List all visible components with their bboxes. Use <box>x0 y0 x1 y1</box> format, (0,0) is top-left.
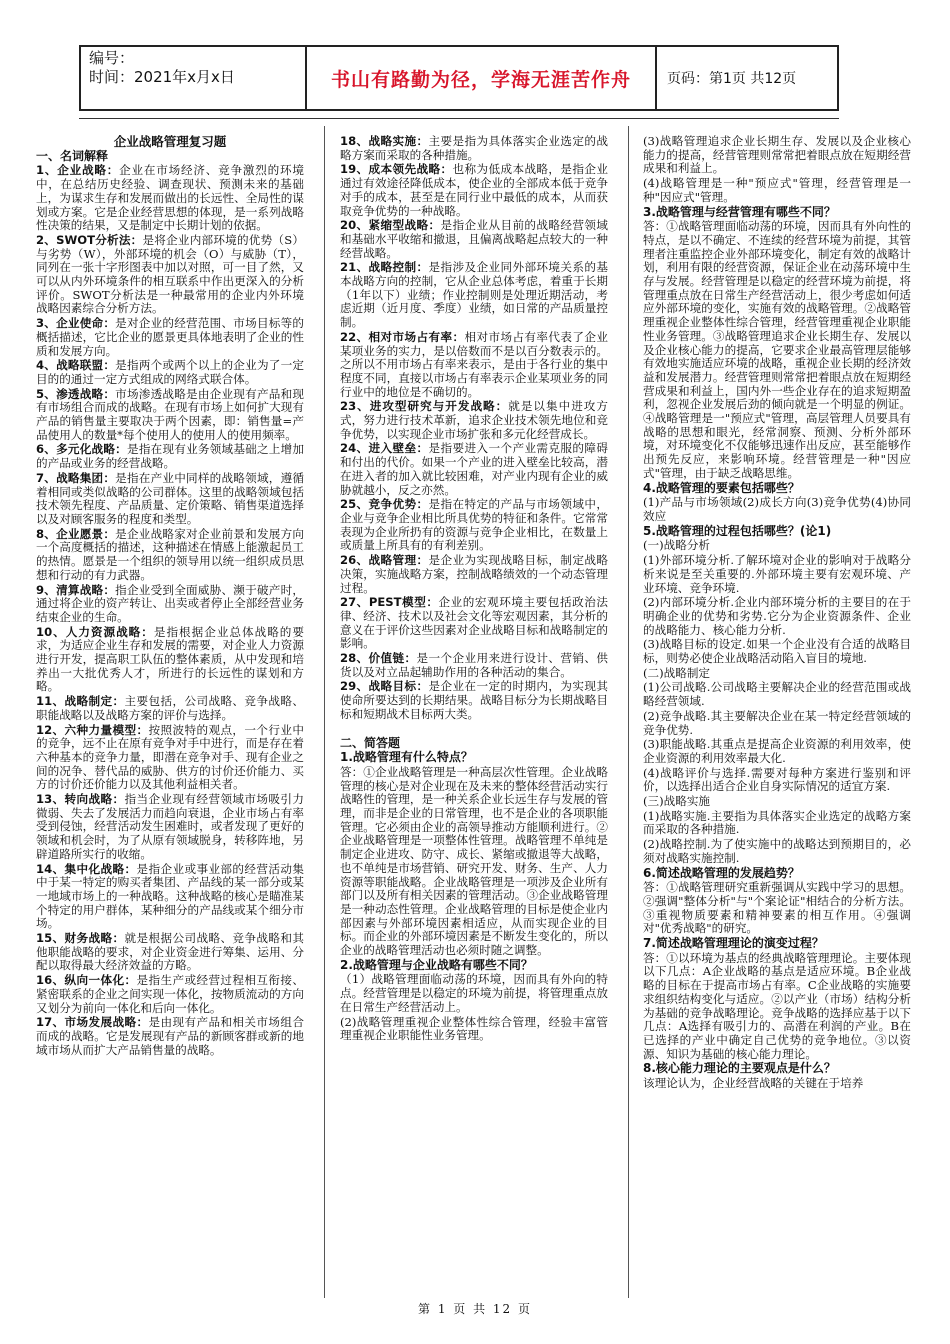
document-title: 企业战略管理复习题 <box>113 135 227 149</box>
term-name: 24、进入壁垒： <box>340 441 429 456</box>
header-motto: 书山有路勤为径，学海无涯苦作舟 <box>307 45 657 111</box>
term-name: 25、竞争优势： <box>340 497 429 512</box>
term-entry <box>340 163 608 218</box>
term-entry <box>36 528 304 583</box>
term-name: 15、财务战略： <box>36 931 125 946</box>
column-1 <box>36 135 304 1290</box>
term-name: 13、转向战略： <box>36 792 125 807</box>
term-entry <box>36 932 304 973</box>
term-entry <box>36 443 304 470</box>
term-entry <box>36 234 304 316</box>
term-name: 17、市场发展战略： <box>36 1015 149 1030</box>
column-divider <box>628 126 629 1298</box>
answer: 答：①战略管理研究重新强调从实践中学习的思想。②强调"整体分析"与"个案论证"相结合的分析方法。③重视物质要素和精神要素的相互作用。④强调对"优秀战略"的研究。 <box>643 880 911 936</box>
answer-subheading: (一)战略分析 <box>643 538 711 553</box>
term-entry <box>340 219 608 260</box>
term-entry <box>340 261 608 330</box>
term-definition: 也称为低成本战略，是指企业通过有效途径降低成本，使企业的全部成本低于竞争对手的成本，甚至是在同行业中最低的成本，从而获取竞争优势的一种战略。 <box>340 162 608 218</box>
answer: （1）战略管理面临动荡的环境，因而具有外向的特点。经营管理是以稳定的环境为前提，将管理重点放在日常生产经营活动上。 <box>340 972 608 1014</box>
answer: 该理论认为，企业经营战略的关键在于培养 <box>643 1076 864 1091</box>
term-entry <box>340 680 608 721</box>
term-definition: 是一个企业用来进行设计、营销、供货以及对立品起辅助作用的各种活动的集合。 <box>340 651 608 679</box>
term-definition: 是指在特定的产品与市场领域中，企业与竞争企业相比所具优势的特征和条件。它常常表现为企业所扔有的资源与竞争企业相比，在数量上或质量上所具有的有利差别。 <box>340 497 608 553</box>
question: 4.战略管理的要素包括哪些？ <box>643 480 800 495</box>
term-entry <box>36 626 304 695</box>
term-name: 7、战略集团： <box>36 470 116 485</box>
term-name: 19、成本领先战略： <box>340 162 453 177</box>
question: 3.战略管理与经营管理有哪些不同？ <box>643 204 836 219</box>
answer: (1)战略实施.主要指为具体落实企业选定的战略方案而采取的各种措施. <box>643 808 911 837</box>
answer: (3)战略目标的设定.如果一个企业没有合适的战略目标，则势必使企业战略活动陷入盲目的境地. <box>643 637 911 666</box>
term-definition: 主要是指为具体落实企业选定的战略方案而采取的各种措施。 <box>340 135 608 162</box>
answer: (3)战略管理追求企业长期生存、发展以及企业核心能力的提高，经营管理则常常把着眼点放在短期经营成果和利益上。 <box>643 135 911 176</box>
section-heading: 二、简答题 <box>340 735 401 750</box>
term-definition: 是指在产业中同样的战略领域，遵循着相同或类似战略的公司群体。这里的战略领域包括技术领先程度、产品质量、定价策略、销售渠道选择以及对顾客服务的程度和类型。 <box>36 470 304 526</box>
answer: (2)战略控制.为了使实施中的战略达到预期目的，必须对战略实施控制. <box>643 837 911 865</box>
term-definition: 是指生产或经营过程相互衔接、紧密联系的企业之间实现一体化，按物质流动的方向又划分为前向一体化和后向一体化。 <box>36 973 304 1015</box>
answer: (1)产品与市场领域(2)成长方向(3)竞争优势(4)协同效应 <box>643 495 911 523</box>
term-name: 27、PEST模型： <box>340 595 439 610</box>
answer: (4)战略评价与选择.需要对每种方案进行鉴别和评价，以选择出适合企业自身实际情况的适宜方案. <box>643 765 911 794</box>
term-definition: 就是根据公司战略、竞争战略和其他职能战略的要求，对企业资金进行筹集、运用、分配以取得最大经济效益的方略。 <box>36 931 304 973</box>
term-name: 10、人力资源战略： <box>36 624 154 639</box>
term-definition: 按照波特的观点，一个行业中的竞争，远不止在原有竞争对手中进行，而是存在着六种基本的竞争力量，即潜在竞争对手、现有企业之间的况争、替代品的威胁、供方的讨价还价能力、买方的讨价还价能力以及其他利益相关者。 <box>36 722 304 792</box>
term-entry <box>340 331 608 400</box>
term-name: 23、进攻型研究与开发战略： <box>340 399 509 414</box>
answer: 答：①战略管理面临动荡的环境，因而具有外向性的特点，是以不确定、不连续的经营环境为前提，其管理者注重监控企业外部环境变化，制定有效的战略计划，利用有限的经营资源，保证企业在动荡环境中生存与发展。经营管理是以稳定的经营环境为前提，将管理重点放在日常生产经营活动上，很少考虑如何适应外部环境的变化，实施有效的战略管理。②战略管理重视企业整体性综合管理，经营管理重视企业职能性业务管理。③战略管理追求企业长期生存、发展以及企业核心能力的提高，它要求企业最高管理层能够有效地实施适应环境的战略，重视企业长期的经济效益和发展潜力。经营管理则常常把着眼点放在短期经营成果和利益上，国内外一些企业存在的追求短期盈利，忽视企业发展后劲的倾向就是一个明显的例证。④战略管理是一"预应式"管理，高层管理人员要具有战略的思想和眼光，经常洞察、预测、分析外部环境，对环境变化不仅能够迅速作出反应，甚至能够作出预先反应，来影响环境。经营管理是一种"因应式"管理，由于缺乏战略思维。 <box>643 219 911 480</box>
term-entry <box>340 400 608 441</box>
answer: (1)公司战略.公司战略主要解决企业的经营范围或战略经营领域. <box>643 680 911 709</box>
term-entry <box>340 498 608 553</box>
term-entry <box>36 724 304 793</box>
term-definition: 是指要进入一个产业需克服的障碍和付出的代价。如果一个产业的进入壁垒比较高，潜在进入者的加入就比较困难，对产业内现有企业的威胁就越小，反之亦然。 <box>340 441 608 497</box>
term-definition: 是企业战略家对企业前景和发展方向一个高度概括的描述，这种描述在情感上能激起员工的热情。愿景是一个组织的领导用以统一组织成员思想和行动的有力武器。 <box>36 526 304 582</box>
term-entry <box>36 164 304 233</box>
term-entry <box>340 135 608 162</box>
answer: (3)职能战略.其重点是提高企业资源的利用效率，使企业资源的利用效率最大化. <box>643 737 911 765</box>
term-entry <box>36 863 304 932</box>
term-entry <box>36 1016 304 1057</box>
term-entry <box>36 793 304 862</box>
term-definition: 是企业为实现战略目标，制定战略决策，实施战略方案，控制战略绩效的一个动态管理过程。 <box>340 553 608 595</box>
term-definition: 是对企业的经营范围、市场目标等的概括描述，它比企业的愿景更具体地表明了企业的性质和发展方向。 <box>36 316 304 358</box>
term-name: 26、战略管理： <box>340 553 429 568</box>
header-page-number: 页码：第1页 共12页 <box>657 45 839 111</box>
column-3 <box>643 135 911 1290</box>
term-definition: 指当企业现有经营领域市场吸引力微弱、失去了发展活力而趋向衰退，企业市场占有率受到侵蚀，经营活动发生困难时，或者发现了更好的领域和机会时，为了从原有领域脱身，转移阵地，另辟道路所实行的收缩。 <box>36 792 304 861</box>
term-definition: 是指企业从目前的战略经营领域和基础水平收缩和撤退，且偏离战略起点较大的一种经营战略。 <box>340 218 608 260</box>
answer-subheading: (三)战略实施 <box>643 794 711 809</box>
page-footer: 第 1 页 共 12 页 <box>418 1302 532 1316</box>
column-2 <box>340 135 608 1290</box>
question: 1.战略管理有什么特点？ <box>340 750 473 765</box>
answer: 答：①以环境为基点的经典战略管理理论。主要体现以下几点：A企业战略的基点是适应环境。B企业战略的目标在于提高市场占有率。C企业战略的实施要求组织结构变化与适应。②以产业（市场）结构分析为基础的竞争战略理论。竞争战略的选择应基于以下几点：A选择有吸引力的、高潜在利润的产业。B在已选择的产业中确定自己优势的竞争地位。③以资源、知识为基础的核心能力理论。 <box>643 950 911 1061</box>
page-header <box>79 45 839 111</box>
question: 6.简述战略管理的发展趋势？ <box>643 865 800 880</box>
document-time: 时间：2021年x月x日 <box>89 68 235 86</box>
term-name: 3、企业使命： <box>36 316 116 331</box>
term-entry <box>340 442 608 497</box>
term-name: 2、SWOT分析法： <box>36 232 143 247</box>
answer: (4)战略管理是一种"预应式"管理，经营管理是一种"因应式"管理。 <box>643 176 911 204</box>
term-definition: 相对市场占有率代表了企业某项业务的实力，是以倍数而不是以百分数表示的。之所以不用市场占有率来表示，是由于各行业的集中程度不同，直接以市场占有率表示企业某项业务的同行业中的地位是不确切的。 <box>340 329 608 399</box>
term-name: 18、战略实施： <box>340 135 429 148</box>
term-definition: 是指涉及企业同外部环境关系的基本战略方向的控制，它从企业总体考虑，着重于长期（1年以下）业绩；作业控制则是处理近期活动，考虑近期（近月度、季度）业绩，如日常的产品质量控制。 <box>340 260 608 330</box>
term-definition: 是企业在一定的时期内，为实现其使命所要达到的长期结果。战略目标分为长期战略目标和短期战术目标两大类。 <box>340 679 608 721</box>
header-divider <box>79 118 839 119</box>
answer: (2)战略管理重视企业整体性综合管理，经验丰富管理重视企业职能性业务管理。 <box>340 1014 608 1043</box>
answer: 答：①企业战略管理是一种高层次性管理。企业战略管理的核心是对企业现在及未来的整体经营活动实行战略性的管理，是一种关系企业长远生存与发展的管理，而非是企业的日常管理，也不是企业的各项职能管理。它必须由企业的高领导推动方能顺利进行。②企业战略管理是一项整体性管理。战略管理不单纯是制定企业进攻、防守、成长、紧缩或撤退等大战略，也不单纯是市场营销、研究开发、财务、生产、人力资源等职能战略。企业战略管理是一项涉及企业所有部门以及所有相关因素的管理活动。③企业战略管理是一种动态性管理。企业战略管理的目标是使企业内部因素与外部环境因素相适应，从而实现企业的目标。而企业的外部环境因素是不断发生变化的，所以企业的战略管理活动也必须时随之调整。 <box>340 764 608 958</box>
answer: (2)竞争战略.其主要解决企业在某一特定经营领域的竞争优势. <box>643 708 911 737</box>
term-entry <box>36 974 304 1015</box>
term-definition: 企业的宏观环境主要包括政治法律、经济、技术以及社会文化等宏观因素，其分析的意义在于评价这些因素对企业战略目标和战略制定的影响。 <box>340 595 608 651</box>
term-entry <box>36 359 304 386</box>
term-definition: 指企业受到全面威胁、濒于破产时，通过将企业的资产转让、出卖或者停止全部经营业务结束企业的生命。 <box>36 582 304 624</box>
term-entry <box>36 388 304 443</box>
term-entry <box>36 695 304 722</box>
question: 7.简述战略管理理论的演变过程？ <box>643 936 824 951</box>
term-definition: 主要包括，公司战略、竞争战略、职能战略以及战略方案的评价与选择。 <box>36 694 304 722</box>
term-entry <box>36 317 304 358</box>
term-definition: 是指根据企业总体战略的要求，为适应企业生存和发展的需要，对企业人力资源进行开发，提高职工队伍的整体素质，从中发现和培养出一大批优秀人才，所进行的长远性的谋划和方略。 <box>36 624 304 694</box>
term-name: 14、集中化战略： <box>36 861 137 876</box>
term-entry <box>340 596 608 651</box>
term-entry <box>36 472 304 527</box>
term-name: 8、企业愿景： <box>36 526 116 541</box>
answer: (2)内部环境分析.企业内部环境分析的主要目的在于明确企业的优势和劣势.它分为企业资源条件、企业的战略能力、核心能力分析. <box>643 595 911 637</box>
term-definition: 企业在市场经济、竞争激烈的环境中，在总结历史经验、调查现状、预测未来的基础上，为谋求生存和发展而做出的长远性、全局性的谋划或方案。它是企业经营思想的体现，是一系列战略性决策的结果，又是制定中长期计划的依据。 <box>36 163 304 233</box>
term-name: 9、清算战略： <box>36 582 116 597</box>
question: 8.核心能力理论的主要观点是什么？ <box>643 1061 836 1076</box>
term-name: 6、多元化战略： <box>36 442 127 457</box>
term-name: 5、渗透战略： <box>36 386 116 401</box>
term-entry <box>340 554 608 595</box>
term-name: 22、相对市场占有率： <box>340 329 465 344</box>
question: 5.战略管理的过程包括哪些？(论1) <box>643 523 832 538</box>
term-name: 21、战略控制： <box>340 260 429 275</box>
term-definition: 是指在现有业务领域基础之上增加的产品或业务的经营战略。 <box>36 442 304 471</box>
answer-subheading: (二)战略制定 <box>643 665 711 680</box>
term-definition: 是指两个或两个以上的企业为了一定目的的通过一定方式组成的网络式联合体。 <box>36 358 304 386</box>
section-heading: 一、名词解释 <box>36 148 109 163</box>
term-name: 28、价值链： <box>340 651 417 666</box>
term-entry <box>340 652 608 679</box>
spacer <box>340 723 608 737</box>
term-name: 29、战略目标： <box>340 679 429 694</box>
column-divider <box>324 126 325 1298</box>
term-name: 1、企业战略： <box>36 163 120 178</box>
term-name: 4、战略联盟： <box>36 358 116 373</box>
term-name: 11、战略制定： <box>36 694 125 709</box>
term-name: 16、纵向一体化： <box>36 973 137 988</box>
term-name: 20、紧缩型战略： <box>340 218 441 233</box>
term-entry <box>36 584 304 625</box>
question: 2.战略管理与企业战略有哪些不同？ <box>340 957 533 972</box>
term-name: 12、六种力量模型： <box>36 722 149 737</box>
document-number: 编号： <box>89 49 135 67</box>
term-definition: 市场渗透战略是由企业现有产品和现有市场组合而成的战略。在现有市场上如何扩大现有产品的销售量主要取决于两个因素，即：销售量=产品使用人的数量*每个使用人的使用人的使用频率。 <box>36 386 304 442</box>
term-definition: 就是以集中进攻方式，努力进行技术革新，追求企业技术领先地位和竞争优势，以实现企业市场扩张和多元化经营成长。 <box>340 399 608 441</box>
term-definition: 是指企业或事业部的经营活动集中于某一特定的购买者集团、产品线的某一部分或某一地域市场上的一种战略。这种战略的核心是瞄准某个特定的用户群体，某种细分的产品线或某个细分市场。 <box>36 861 304 931</box>
term-definition: 是由现有产品和相关市场组合而成的战略。它是发展现有产品的新顾客群或新的地域市场从而扩大产品销售量的战略。 <box>36 1015 304 1057</box>
header-meta <box>79 45 307 111</box>
term-definition: 是将企业内部环境的优势（S）与劣势（W），外部环境的机会（O）与威胁（T），同列在一张十字形图表中加以对照，可一目了然，又可以从内外环境条件的相互联系中作出更深入的分析评价。SWOT分析法是一种最常用的企业内外环境战略因素综合分析方法。 <box>36 232 304 316</box>
answer: (1)外部环境分析.了解环境对企业的影响对于战略分析来说是至关重要的.外部环境主要有宏观环境、产业环境、竞争环境. <box>643 553 911 595</box>
